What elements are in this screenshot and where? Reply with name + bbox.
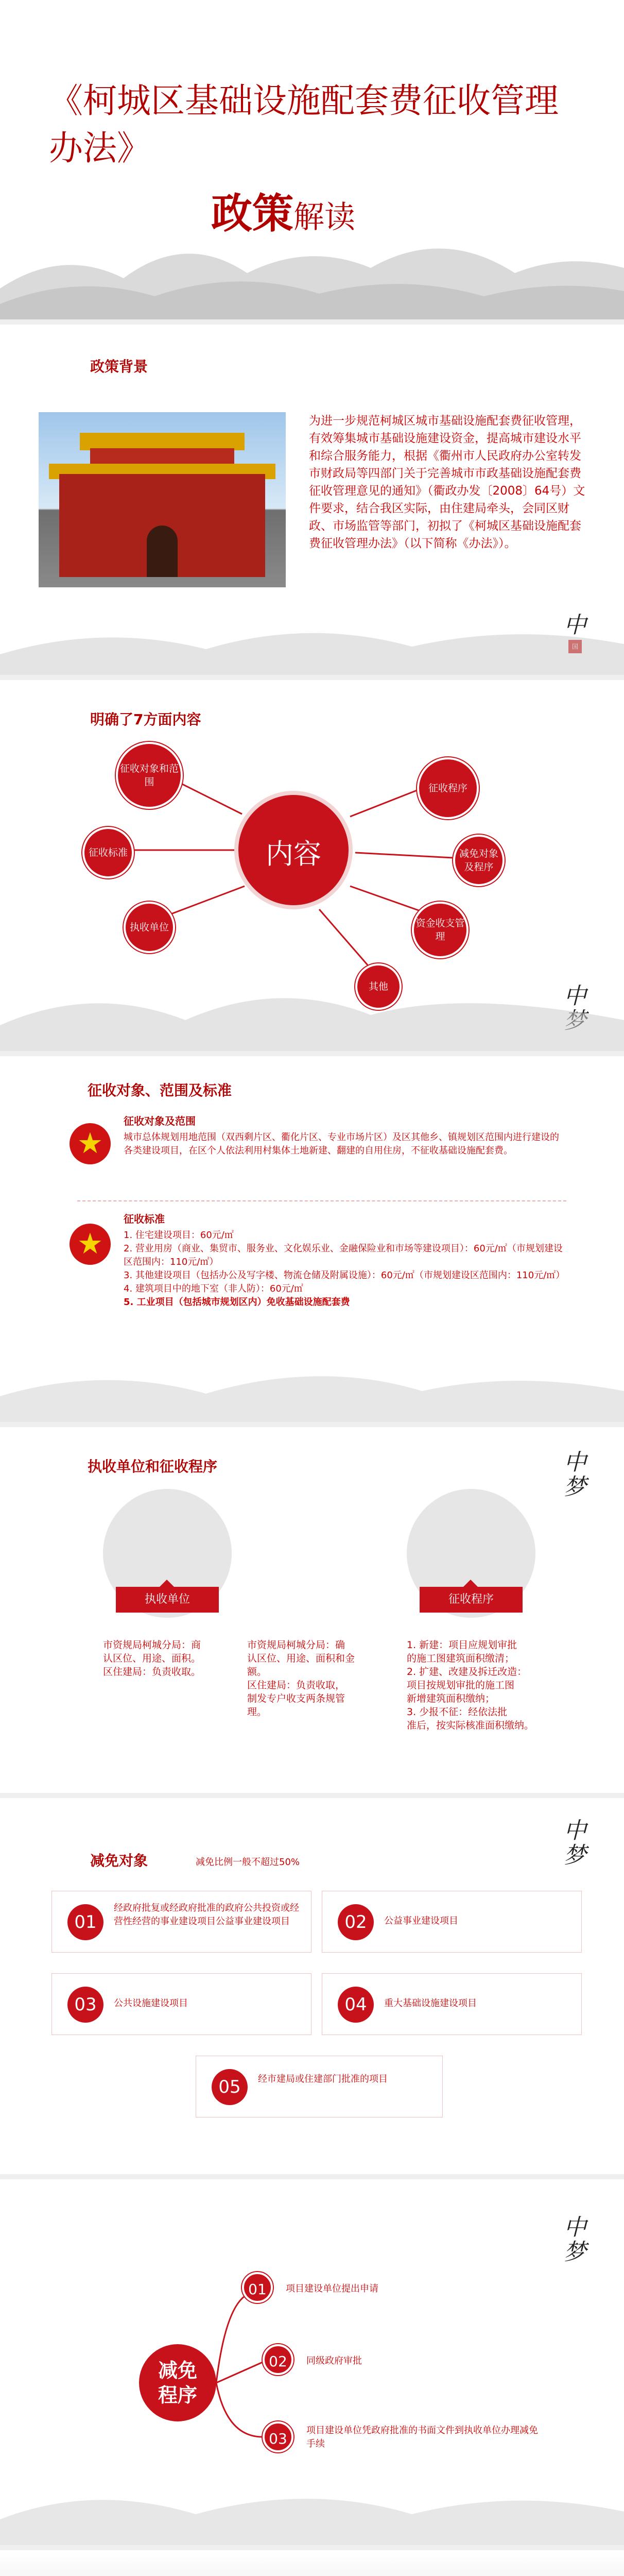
exempt-slide [0,1793,624,2174]
background-slide [0,319,624,675]
seal-char: 梦 [564,2239,586,2266]
seal-char: 中 [564,983,586,1009]
step-number: 01 [242,2272,273,2303]
unit-line: 1. 新建：项目应规划审批 [407,1639,517,1651]
unit-line: 项目按规划审批的施工图 [407,1680,515,1691]
unit-line: 准后，按实际核准面积缴纳。 [407,1720,534,1731]
step-number: 03 [263,2421,293,2452]
content-title: 明确了7方面内容 [90,711,201,728]
center-line: 程序 [158,2384,197,2406]
step-text: 项目建设单位凭政府批准的书面文件到执收单位办理减免手续 [306,2425,538,2449]
ink-mountains [0,185,624,319]
cover-slide [0,0,624,319]
ink-mountains [0,1329,624,1422]
card-text: 经市建局或住建部门批准的项目 [258,2074,388,2084]
card-text: 公共设施建设项目 [114,1998,188,2009]
funds-slide [0,2545,624,2576]
ink-mountains [0,948,624,1051]
card-number: 04 [338,1987,374,2023]
unit-line: 区住建局：负责收取。 [103,1666,201,1677]
unit-line: 市资规局柯城分局：确 [247,1639,345,1651]
seal-char: 梦 [564,1842,586,1869]
unit-line: 2. 扩建、改建及拆迁改造： [407,1666,527,1677]
card-text: 经政府批复或经政府批准的政府公共投资或经营性经营的事业建设项目公益事业建设项目 [114,1903,299,1927]
procedure-center [139,2344,216,2421]
card-number: 05 [212,2069,248,2105]
standard-line: 4. 建筑项目中的地下室（非人防）：60元/㎡ [124,1283,303,1294]
tag-procedure: 征收程序 [420,1587,523,1613]
unit-col-3 [407,1638,561,1732]
card-number: 03 [67,1987,103,2023]
step-number: 02 [263,2344,293,2375]
scope-slide [0,1051,624,1422]
seal-logo [557,1450,593,1500]
ink-mountains [0,2452,624,2545]
content-item: 其他 [355,963,402,1010]
cover-title: 《柯城区基础设施配套费征收管理办法》 [49,81,559,168]
card-text: 重大基础设施建设项目 [384,1998,477,2009]
standard-line: 2. 营业用房（商业、集贸市、服务业、文化娱乐业、金融保险业和市场等建设项目）：60元/㎡（市规划建设区范围内：110元/㎡） [124,1243,563,1267]
units-slide [0,1422,624,1793]
content-item: 执收单位 [124,902,175,953]
cover-subtitle-light: 解读 [293,199,355,235]
scope-title: 征收对象、范围及标准 [88,1082,232,1099]
ink-band [0,2550,624,2576]
seal-char: 中 [564,1449,586,1476]
center-line: 减免 [158,2359,197,2382]
card-number: 02 [338,1904,374,1940]
seal-char: 中 [564,1818,586,1844]
content-item: 征收标准 [82,827,134,878]
scope-block-1 [124,1113,566,1158]
seal-char: 中 [564,2214,586,2241]
unit-line: 区住建局：负责收取， [247,1680,345,1691]
seal-logo [557,1819,593,1869]
unit-col-2 [247,1638,381,1719]
unit-line: 额。 [247,1666,267,1677]
seal-char: 中 [564,612,586,638]
card-number: 01 [67,1904,103,1940]
content-item: 征收程序 [417,757,479,819]
photo-roof-upper [80,433,245,450]
unit-line: 理。 [247,1706,267,1718]
content-item: 资金收支管理 [412,902,469,958]
step-text: 项目建设单位提出申请 [286,2283,378,2294]
unit-col-1 [103,1638,232,1679]
seal-logo [557,2215,593,2265]
scope-heading-1: 征收对象及范围 [124,1115,196,1127]
cover-subtitle-bold: 政策 [211,190,293,238]
exempt-title: 减免对象 [90,1852,148,1869]
photo-door [147,526,178,577]
exempt-card [51,1891,311,1953]
step-text: 同级政府审批 [306,2355,362,2366]
procedure-slide [0,2174,624,2545]
background-title: 政策背景 [90,358,148,375]
seal-char: 梦 [564,1474,586,1501]
unit-line: 市资规局柯城分局：商 [103,1639,201,1651]
unit-line: 制发专户收支两条规管 [247,1693,345,1704]
standard-line: 1. 住宅建设项目：60元/㎡ [124,1230,234,1241]
card-text: 公益事业建设项目 [384,1916,458,1926]
exempt-card [196,2056,443,2117]
standard-line: 3. 其他建设项目（包括办公及写字楼、物流仓储及附属设施）：60元/㎡（市规划建设区范围内：110元/㎡） [124,1270,565,1281]
scope-text-1: 城市总体规划用地范围（双西剩片区、衢化片区、专业市场片区）及区其他乡、镇规划区范围内进行建设的各类建设项目，在区个人依法利用村集体土地新建、翻建的自用住房，不征收基础设施配套费。 [124,1132,559,1156]
content-slide [0,675,624,1051]
exempt-note: 减免比例一般不超过50% [196,1857,300,1868]
exempt-card [322,1973,582,2035]
unit-line: 认区位、用途、面积。 [103,1653,201,1664]
star-icon: ★ [70,1224,111,1265]
unit-line: 3. 少报不征：经依法批 [407,1706,508,1718]
scope-block-2 [124,1211,566,1309]
scope-heading-2: 征收标准 [124,1213,165,1225]
tag-collect-unit: 执收单位 [116,1587,219,1613]
content-center: 内容 [234,791,353,909]
unit-line: 新增建筑面积缴纳； [407,1693,495,1704]
unit-line: 的施工图建筑面积缴清； [407,1653,515,1664]
star-icon: ★ [70,1123,111,1164]
exempt-card [322,1891,582,1953]
content-item: 减免对象及程序 [453,835,505,886]
content-item: 征收对象和范围 [116,742,183,809]
ink-mountains [0,592,624,675]
background-body: 为进一步规范柯城区城市基础设施配套费征收管理，有效筹集城市基础设施建设资金，提高城市建设水平和综合服务能力，根据《衢州市人民政府办公室转发市财政局等四部门关于完善城市市政基础设施配套费征收管理意见的通知》（衢政办发〔2008〕64号）文件要求，结合我区实际，由住建局牵头，会同区财政、市场监管等部门，初拟了《柯城区基础设施配套费征收管理办法》（以下简称《办法》）。 [309,414,585,550]
units-title: 执收单位和征收程序 [88,1458,218,1475]
standard-line: 5. 工业项目（包括城市规划区内）免收基础设施配套费 [124,1297,350,1308]
dashed-divider [77,1200,566,1201]
unit-line: 认区位、用途、面积和金 [247,1653,355,1664]
tiananmen-photo [39,412,286,587]
exempt-card [51,1973,311,2035]
